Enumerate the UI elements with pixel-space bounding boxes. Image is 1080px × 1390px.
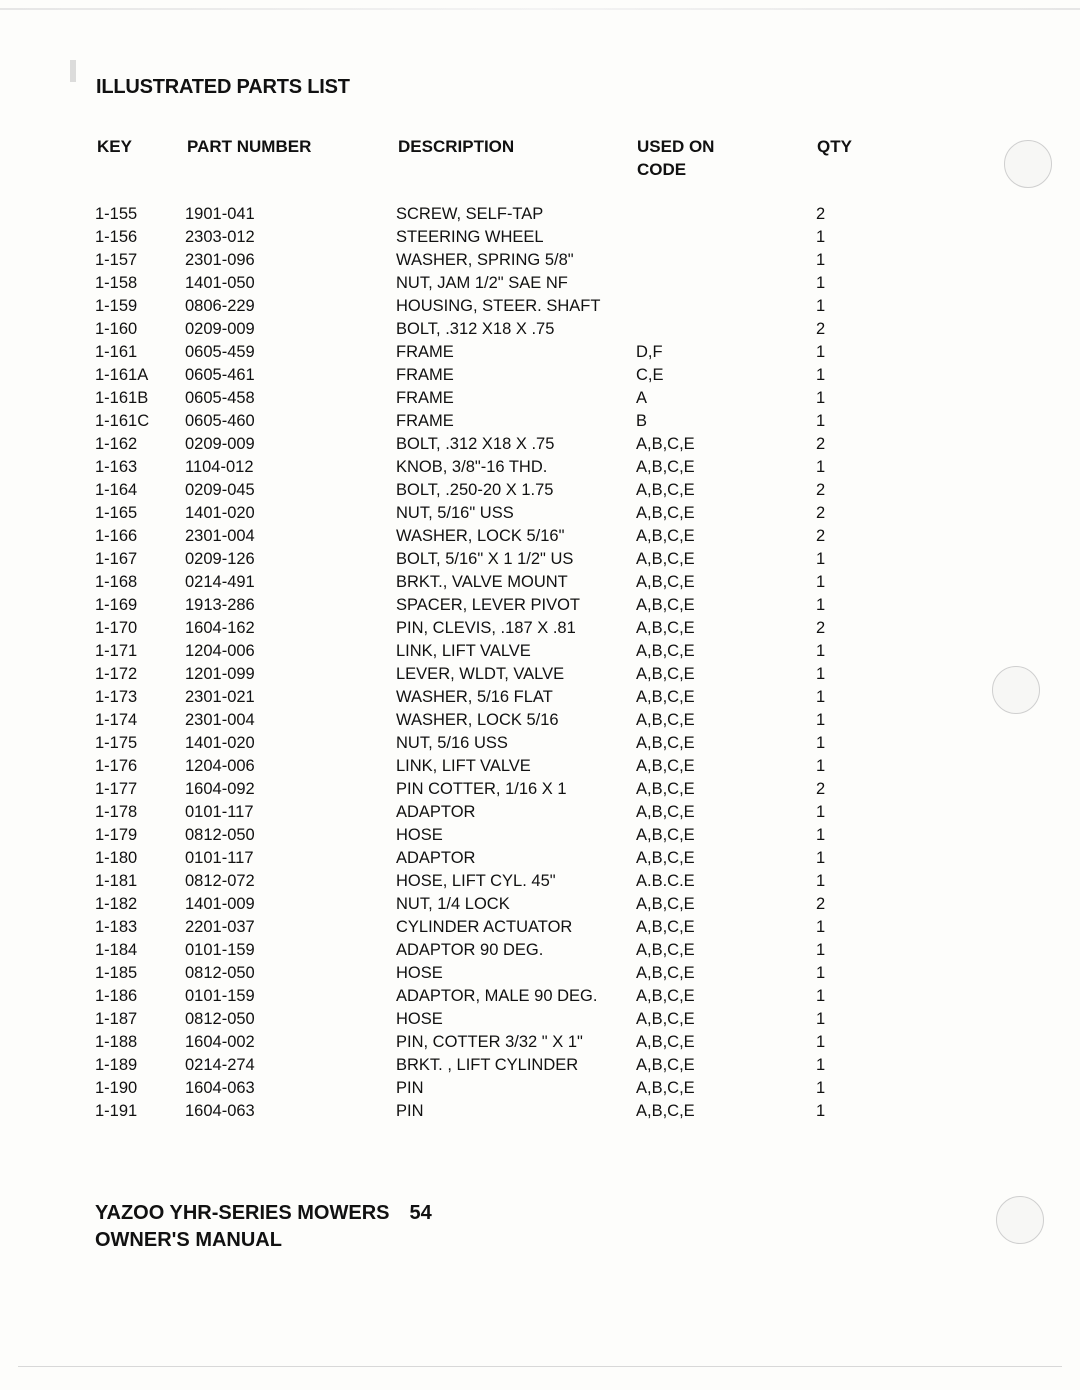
table-row [0,226,1080,249]
cell-part-number: 0209-009 [185,435,255,453]
cell-key: 1-161C [95,412,150,430]
cell-part-number: 1401-020 [185,734,255,752]
cell-qty: 1 [816,412,826,430]
cell-part-number: 1604-162 [185,619,255,637]
cell-description: NUT, 1/4 LOCK [396,895,510,913]
cell-description: FRAME [396,343,454,361]
cell-part-number: 2301-096 [185,251,255,269]
table-row [0,364,1080,387]
cell-part-number: 0209-045 [185,481,255,499]
table-row [0,962,1080,985]
table-row [0,1077,1080,1100]
cell-qty: 1 [816,389,826,407]
cell-key: 1-176 [95,757,138,775]
cell-key: 1-185 [95,964,138,982]
cell-part-number: 0101-159 [185,941,255,959]
cell-key: 1-163 [95,458,138,476]
cell-qty: 1 [816,1102,826,1120]
table-row [0,893,1080,916]
cell-description: WASHER, LOCK 5/16" [396,527,565,545]
column-header-description: DESCRIPTION [398,137,515,156]
cell-qty: 2 [816,527,826,545]
cell-part-number: 1604-002 [185,1033,255,1051]
cell-description: HOSE [396,826,443,844]
cell-used-on-code: D,F [636,343,663,361]
cell-part-number: 0209-009 [185,320,255,338]
cell-used-on-code: A,B,C,E [636,964,695,982]
cell-qty: 2 [816,780,826,798]
cell-description: PIN [396,1079,424,1097]
table-row [0,663,1080,686]
table-row [0,272,1080,295]
cell-used-on-code: A,B,C,E [636,596,695,614]
cell-key: 1-187 [95,1010,138,1028]
table-row [0,755,1080,778]
cell-qty: 1 [816,573,826,591]
cell-part-number: 1604-092 [185,780,255,798]
cell-qty: 1 [816,734,826,752]
table-row [0,801,1080,824]
cell-qty: 1 [816,964,826,982]
cell-description: ADAPTOR, MALE 90 DEG. [396,987,598,1005]
cell-key: 1-160 [95,320,138,338]
table-row [0,640,1080,663]
cell-qty: 2 [816,619,826,637]
cell-qty: 1 [816,458,826,476]
cell-used-on-code: A,B,C,E [636,481,695,499]
cell-key: 1-156 [95,228,138,246]
cell-used-on-code: A,B,C,E [636,918,695,936]
cell-used-on-code: A,B,C,E [636,1033,695,1051]
cell-key: 1-183 [95,918,138,936]
cell-qty: 2 [816,435,826,453]
cell-used-on-code: A,B,C,E [636,504,695,522]
cell-description: NUT, JAM 1/2" SAE NF [396,274,568,292]
cell-qty: 1 [816,665,826,683]
table-row [0,571,1080,594]
cell-used-on-code: A,B,C,E [636,803,695,821]
cell-key: 1-162 [95,435,138,453]
cell-description: LINK, LIFT VALVE [396,757,531,775]
page-number: 54 [409,1202,432,1224]
cell-key: 1-169 [95,596,138,614]
cell-part-number: 0605-460 [185,412,255,430]
cell-description: WASHER, SPRING 5/8" [396,251,574,269]
cell-used-on-code: A,B,C,E [636,619,695,637]
cell-qty: 1 [816,1033,826,1051]
table-row [0,709,1080,732]
footer-manual-series: YAZOO YHR-SERIES MOWERS [95,1202,390,1224]
cell-part-number: 0812-050 [185,1010,255,1028]
cell-part-number: 0806-229 [185,297,255,315]
cell-key: 1-161B [95,389,149,407]
table-row [0,295,1080,318]
table-row [0,456,1080,479]
cell-key: 1-184 [95,941,138,959]
cell-used-on-code: A,B,C,E [636,780,695,798]
cell-description: SPACER, LEVER PIVOT [396,596,580,614]
table-row [0,1008,1080,1031]
cell-description: ADAPTOR [396,849,476,867]
cell-part-number: 1604-063 [185,1079,255,1097]
table-row [0,1031,1080,1054]
cell-qty: 2 [816,504,826,522]
cell-part-number: 0605-458 [185,389,255,407]
cell-description: FRAME [396,389,454,407]
cell-description: STEERING WHEEL [396,228,544,246]
table-row [0,479,1080,502]
table-row [0,1054,1080,1077]
cell-used-on-code: A,B,C,E [636,1102,695,1120]
cell-part-number: 0605-459 [185,343,255,361]
table-row [0,847,1080,870]
footer-manual-name: OWNER'S MANUAL [95,1229,282,1251]
table-row [0,433,1080,456]
cell-description: PIN, COTTER 3/32 " X 1" [396,1033,583,1051]
cell-used-on-code: A,B,C,E [636,435,695,453]
cell-part-number: 2201-037 [185,918,255,936]
cell-qty: 1 [816,228,826,246]
column-header-used-on-code: USED ON CODE [637,137,715,179]
cell-qty: 1 [816,918,826,936]
cell-key: 1-164 [95,481,138,499]
footer-title-line [95,1200,432,1227]
column-header-qty: QTY [817,137,852,156]
cell-description: HOSE [396,1010,443,1028]
cell-used-on-code: A [636,389,648,407]
cell-qty: 2 [816,895,826,913]
cell-used-on-code: A,B,C,E [636,1056,695,1074]
cell-description: FRAME [396,366,454,384]
table-row [0,410,1080,433]
cell-used-on-code: A,B,C,E [636,527,695,545]
cell-key: 1-167 [95,550,138,568]
cell-key: 1-180 [95,849,138,867]
footer [95,1200,432,1254]
cell-qty: 1 [816,596,826,614]
cell-description: NUT, 5/16" USS [396,504,514,522]
cell-key: 1-157 [95,251,138,269]
cell-used-on-code: A,B,C,E [636,826,695,844]
cell-key: 1-190 [95,1079,138,1097]
cell-description: NUT, 5/16 USS [396,734,508,752]
parts-table [0,203,1080,1123]
cell-qty: 1 [816,849,826,867]
cell-description: ADAPTOR 90 DEG. [396,941,544,959]
cell-description: SCREW, SELF-TAP [396,205,544,223]
cell-key: 1-181 [95,872,138,890]
cell-key: 1-175 [95,734,138,752]
cell-description: WASHER, LOCK 5/16 [396,711,559,729]
table-row [0,824,1080,847]
cell-key: 1-165 [95,504,138,522]
cell-qty: 2 [816,205,826,223]
cell-key: 1-173 [95,688,138,706]
table-row [0,318,1080,341]
cell-key: 1-161A [95,366,149,384]
cell-qty: 1 [816,343,826,361]
cell-part-number: 1104-012 [185,458,254,476]
cell-key: 1-161 [95,343,138,361]
cell-qty: 1 [816,688,826,706]
cell-part-number: 0605-461 [185,366,255,384]
column-header-key: KEY [97,137,132,156]
cell-description: BOLT, .312 X18 X .75 [396,435,555,453]
cell-qty: 1 [816,941,826,959]
cell-used-on-code: A,B,C,E [636,642,695,660]
cell-used-on-code: A,B,C,E [636,1079,695,1097]
cell-used-on-code: A,B,C,E [636,550,695,568]
cell-description: PIN COTTER, 1/16 X 1 [396,780,567,798]
cell-key: 1-182 [95,895,138,913]
cell-key: 1-188 [95,1033,138,1051]
table-row [0,617,1080,640]
cell-part-number: 0214-491 [185,573,255,591]
table-row [0,985,1080,1008]
cell-qty: 1 [816,987,826,1005]
cell-qty: 1 [816,1010,826,1028]
cell-description: PIN, CLEVIS, .187 X .81 [396,619,576,637]
cell-part-number: 1604-063 [185,1102,255,1120]
table-row [0,387,1080,410]
cell-part-number: 1201-099 [185,665,255,683]
column-header-part-number: PART NUMBER [187,137,312,156]
cell-key: 1-178 [95,803,138,821]
cell-part-number: 1913-286 [185,596,255,614]
cell-used-on-code: A,B,C,E [636,573,695,591]
cell-qty: 1 [816,251,826,269]
cell-used-on-code: A,B,C,E [636,688,695,706]
cell-part-number: 2301-004 [185,711,255,729]
page-bottom-edge [18,1366,1062,1367]
table-row [0,203,1080,226]
table-row [0,249,1080,272]
cell-part-number: 2301-004 [185,527,255,545]
table-row [0,939,1080,962]
cell-description: HOSE [396,964,443,982]
cell-qty: 1 [816,1056,826,1074]
cell-description: LINK, LIFT VALVE [396,642,531,660]
cell-used-on-code: B [636,412,648,430]
cell-qty: 1 [816,366,826,384]
cell-part-number: 0214-274 [185,1056,255,1074]
cell-key: 1-172 [95,665,138,683]
cell-key: 1-177 [95,780,138,798]
cell-key: 1-166 [95,527,138,545]
cell-description: ADAPTOR [396,803,476,821]
cell-key: 1-174 [95,711,138,729]
table-row [0,502,1080,525]
cell-part-number: 0812-050 [185,826,255,844]
cell-part-number: 2303-012 [185,228,255,246]
cell-description: FRAME [396,412,454,430]
cell-key: 1-191 [95,1102,138,1120]
cell-qty: 1 [816,757,826,775]
cell-used-on-code: A,B,C,E [636,734,695,752]
cell-description: KNOB, 3/8"-16 THD. [396,458,548,476]
table-row [0,870,1080,893]
cell-qty: 1 [816,642,826,660]
cell-used-on-code: A,B,C,E [636,849,695,867]
cell-part-number: 0812-050 [185,964,255,982]
cell-used-on-code: A,B,C,E [636,665,695,683]
table-row [0,732,1080,755]
cell-key: 1-189 [95,1056,138,1074]
cell-used-on-code: A,B,C,E [636,458,695,476]
cell-part-number: 0101-117 [185,849,254,867]
cell-key: 1-159 [95,297,138,315]
cell-qty: 1 [816,274,826,292]
page-top-edge [0,8,1080,10]
table-row [0,548,1080,571]
cell-key: 1-170 [95,619,138,637]
cell-key: 1-155 [95,205,138,223]
cell-qty: 2 [816,320,826,338]
cell-part-number: 1401-050 [185,274,255,292]
cell-key: 1-158 [95,274,138,292]
cell-used-on-code: A,B,C,E [636,895,695,913]
cell-qty: 1 [816,872,826,890]
cell-description: BOLT, .250-20 X 1.75 [396,481,554,499]
cell-used-on-code: A,B,C,E [636,711,695,729]
cell-part-number: 1204-006 [185,642,255,660]
cell-part-number: 1204-006 [185,757,255,775]
cell-used-on-code: A,B,C,E [636,941,695,959]
cell-used-on-code: A,B,C,E [636,1010,695,1028]
cell-description: HOSE, LIFT CYL. 45" [396,872,556,890]
cell-used-on-code: A.B.C.E [636,872,695,890]
table-row [0,341,1080,364]
cell-part-number: 2301-021 [185,688,255,706]
cell-key: 1-186 [95,987,138,1005]
cell-part-number: 1901-041 [185,205,255,223]
cell-part-number: 0101-117 [185,803,254,821]
cell-part-number: 0812-072 [185,872,255,890]
table-row [0,594,1080,617]
table-row [0,916,1080,939]
cell-qty: 1 [816,826,826,844]
table-row [0,525,1080,548]
table-row [0,778,1080,801]
cell-part-number: 1401-020 [185,504,255,522]
cell-part-number: 1401-009 [185,895,255,913]
cell-used-on-code: C,E [636,366,664,384]
cell-key: 1-168 [95,573,138,591]
cell-qty: 1 [816,1079,826,1097]
cell-used-on-code: A,B,C,E [636,987,695,1005]
cell-description: BRKT., VALVE MOUNT [396,573,568,591]
cell-description: HOUSING, STEER. SHAFT [396,297,601,315]
cell-description: CYLINDER ACTUATOR [396,918,573,936]
table-row [0,1100,1080,1123]
cell-description: BOLT, 5/16" X 1 1/2" US [396,550,574,568]
cell-key: 1-171 [95,642,138,660]
page-title: ILLUSTRATED PARTS LIST [96,76,350,98]
cell-qty: 1 [816,803,826,821]
cell-description: LEVER, WLDT, VALVE [396,665,565,683]
cell-description: BRKT. , LIFT CYLINDER [396,1056,579,1074]
cell-used-on-code: A,B,C,E [636,757,695,775]
cell-part-number: 0209-126 [185,550,255,568]
cell-qty: 1 [816,711,826,729]
punch-hole-bottom [996,1196,1044,1244]
cell-part-number: 0101-159 [185,987,255,1005]
cell-key: 1-179 [95,826,138,844]
cell-qty: 1 [816,297,826,315]
binder-mark [70,60,76,82]
cell-description: WASHER, 5/16 FLAT [396,688,553,706]
punch-hole-top [1004,140,1052,188]
cell-description: BOLT, .312 X18 X .75 [396,320,555,338]
table-row [0,686,1080,709]
cell-qty: 2 [816,481,826,499]
cell-description: PIN [396,1102,424,1120]
cell-qty: 1 [816,550,826,568]
